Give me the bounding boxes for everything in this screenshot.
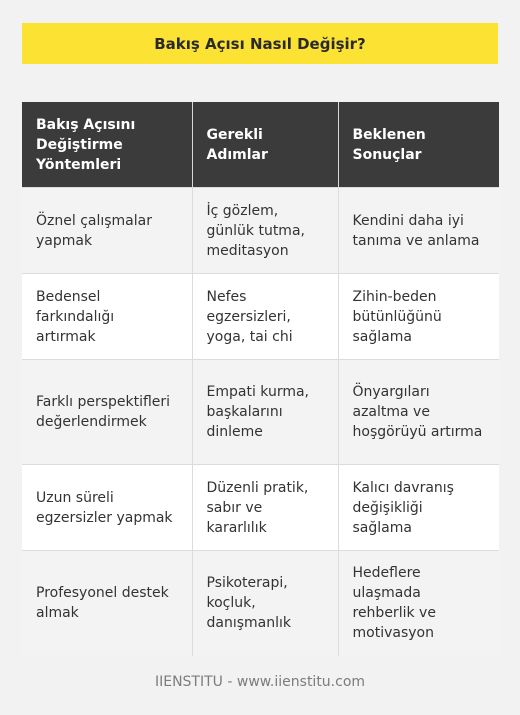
table-cell: Bedensel farkındalığı artırmak: [22, 274, 192, 360]
page-title: [22, 23, 498, 64]
table-cell: Nefes egzersizleri, yoga, tai chi: [192, 274, 338, 360]
header-results: Beklenen Sonuçlar: [338, 102, 499, 188]
table-cell: Zihin-beden bütünlüğünü sağlama: [338, 274, 499, 360]
table-row: [22, 551, 499, 656]
header-methods: Bakış Açısını Değiştirme Yöntemleri: [22, 102, 192, 188]
table-row: [22, 360, 499, 465]
table-cell: Kalıcı davranış değişikliği sağlama: [338, 465, 499, 551]
table-cell: Hedeflere ulaşmada rehberlik ve motivasyon: [338, 551, 499, 656]
page-title-text: Bakış Açısı Nasıl Değişir?: [154, 34, 366, 53]
table-cell: Profesyonel destek almak: [22, 551, 192, 656]
table-cell: Öznel çalışmalar yapmak: [22, 188, 192, 274]
table-cell: İç gözlem, günlük tutma, meditasyon: [192, 188, 338, 274]
table-cell: Önyargıları azaltma ve hoşgörüyü artırma: [338, 360, 499, 465]
table-row: [22, 188, 499, 274]
table-cell: Psikoterapi, koçluk, danışmanlık: [192, 551, 338, 656]
footer-credit: IIENSTITU - www.iienstitu.com: [154, 674, 366, 690]
header-steps: Gerekli Adımlar: [192, 102, 338, 188]
table-cell: Farklı perspektifleri değerlendirmek: [22, 360, 192, 465]
methods-table: [22, 102, 499, 656]
table-cell: Empati kurma, başkalarını dinleme: [192, 360, 338, 465]
table-header-row: [22, 102, 499, 188]
table-row: [22, 465, 499, 551]
table-row: [22, 274, 499, 360]
table-cell: Düzenli pratik, sabır ve kararlılık: [192, 465, 338, 551]
table-cell: Kendini daha iyi tanıma ve anlama: [338, 188, 499, 274]
table-cell: Uzun süreli egzersizler yapmak: [22, 465, 192, 551]
